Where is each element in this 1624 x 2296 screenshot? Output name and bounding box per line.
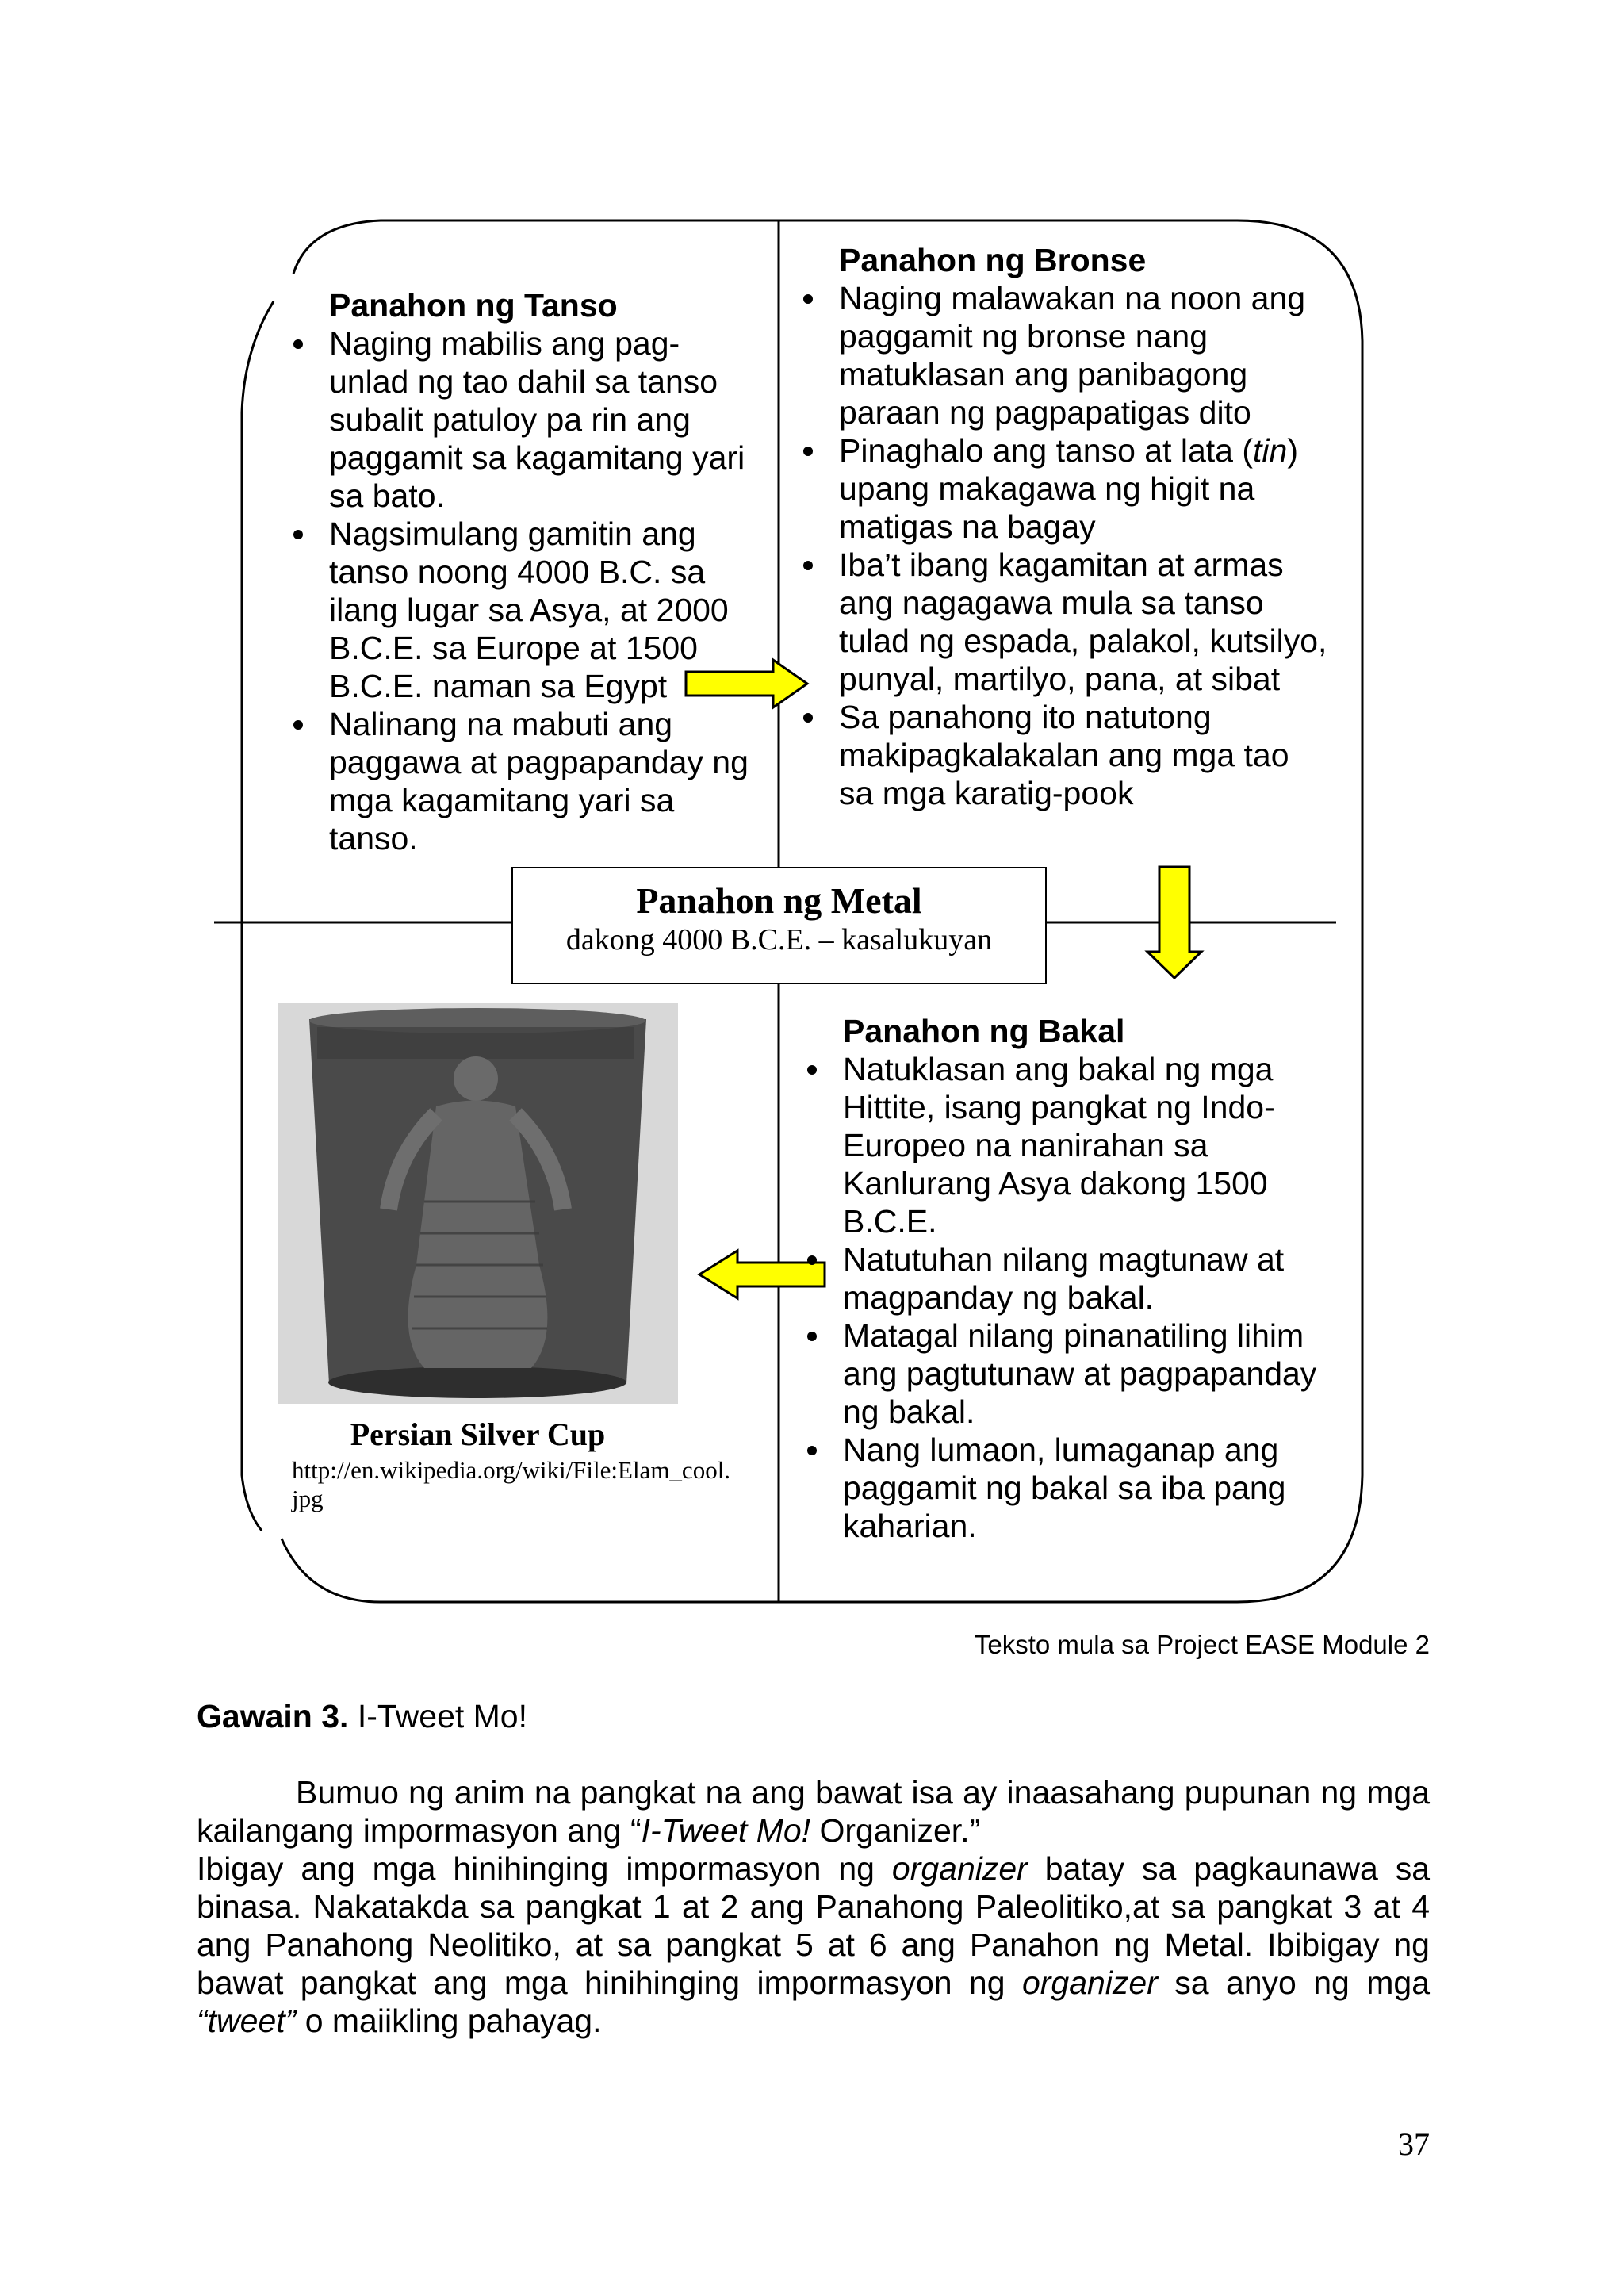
source-note: Teksto mula sa Project EASE Module 2 — [974, 1630, 1430, 1659]
photo-caption: Persian Silver Cup — [350, 1416, 606, 1452]
frame-left-top — [242, 301, 274, 922]
list-item — [839, 431, 1331, 546]
text-run: Ibigay ang mga hinihinging impormasyon ng — [197, 1850, 892, 1887]
section-tanso — [329, 286, 757, 857]
text-run: Organizer.” — [810, 1812, 981, 1849]
section-title-bronse: Panahon ng Bronse — [839, 242, 1147, 278]
list-item: Naging malawakan na noon ang paggamit ng bronse nang matuklasan ang panibagong paraan ng pagpapatigas dito — [839, 279, 1331, 431]
list-item: Natuklasan ang bakal ng mga Hittite, isang pangkat ng Indo-Europeo na nanirahan sa Kanlurang Asya dakong 1500 B.C.E. — [843, 1050, 1327, 1240]
text-run-italic: I-Tweet Mo! — [641, 1812, 811, 1849]
list-item: Nalinang na mabuti ang paggawa at pagpapanday ng mga kagamitang yari sa tanso. — [329, 705, 757, 857]
list-item: Natutuhan nilang magtunaw at magpanday ng bakal. — [843, 1240, 1327, 1317]
text-run-italic: tin — [1253, 432, 1288, 469]
section-bakal — [843, 1012, 1327, 1545]
text-run: batay sa pagkaunawa sa binasa. Nakatakda sa pangkat 1 at 2 ang Panahong Paleolitiko,at sa pangkat 3 at 4 ang Panahong Neolitiko, at sa pangkat 5 at 6 ang Panahon ng Metal. Ibibigay ng bawat pangkat ang mga hinihinging impormasyon ng — [197, 1850, 1430, 2001]
activity-title: I-Tweet Mo! — [357, 1698, 527, 1734]
bullet-list-bakal — [843, 1050, 1327, 1545]
section-title-bakal: Panahon ng Bakal — [843, 1013, 1125, 1049]
activity-paragraph-1 — [197, 1773, 1430, 1849]
activity-paragraph-2 — [197, 1849, 1430, 2040]
cup-illustration — [278, 1003, 678, 1404]
text-run: ) upang makagawa ng higit na matigas na bagay — [839, 432, 1298, 545]
list-item: Sa panahong ito natutong makipagkalakalan ang mga tao sa mga karatig-pook — [839, 698, 1331, 812]
arrow-left-icon — [699, 1251, 825, 1298]
list-item: Nagsimulang gamitin ang tanso noong 4000 B.C. sa ilang lugar sa Asya, at 2000 B.C.E. sa Europe at 1500 B.C.E. naman sa Egypt — [329, 515, 757, 705]
bullet-list-tanso — [329, 324, 757, 857]
text-run-italic: organizer — [891, 1850, 1028, 1887]
text-run-italic: “tweet” — [197, 2003, 297, 2039]
section-title-tanso: Panahon ng Tanso — [329, 287, 618, 324]
text-run: Pinaghalo ang tanso at lata ( — [839, 432, 1253, 469]
center-title: Panahon ng Metal — [636, 880, 922, 921]
list-item: Naging mabilis ang pag-unlad ng tao dahil sa tanso subalit patuloy pa rin ang paggamit sa kagamitang yari sa bato. — [329, 324, 757, 515]
text-run: o maiikling pahayag. — [296, 2003, 602, 2039]
persian-silver-cup-photo — [278, 1003, 678, 1404]
activity-heading — [197, 1697, 1430, 1735]
activity-label: Gawain 3. — [197, 1698, 349, 1734]
list-item: Nang lumaon, lumaganap ang paggamit ng bakal sa iba pang kaharian. — [843, 1431, 1327, 1545]
text-run: Bumuo ng anim na pangkat na ang bawat isa ay inaasahang pupunan ng mga kailangang impormasyon ang “ — [197, 1774, 1430, 1849]
page-number: 37 — [1398, 2126, 1430, 2162]
photo-source-url: http://en.wikipedia.org/wiki/File:Elam_cool.jpg — [292, 1456, 731, 1512]
list-item: Iba’t ibang kagamitan at armas ang nagagawa mula sa tanso tulad ng espada, palakol, kutsilyo, punyal, martilyo, pana, at sibat — [839, 546, 1331, 698]
text-run: sa anyo ng mga — [1157, 1964, 1430, 2001]
text-run-italic: organizer — [1021, 1964, 1158, 2001]
bullet-list-bronse — [839, 279, 1331, 812]
center-title-box — [511, 867, 1047, 984]
section-bronse — [839, 241, 1331, 812]
list-item: Matagal nilang pinanatiling lihim ang pagtutunaw at pagpapanday ng bakal. — [843, 1317, 1327, 1431]
center-subtitle: dakong 4000 B.C.E. – kasalukuyan — [565, 923, 993, 956]
frame-left-bottom — [242, 922, 262, 1531]
